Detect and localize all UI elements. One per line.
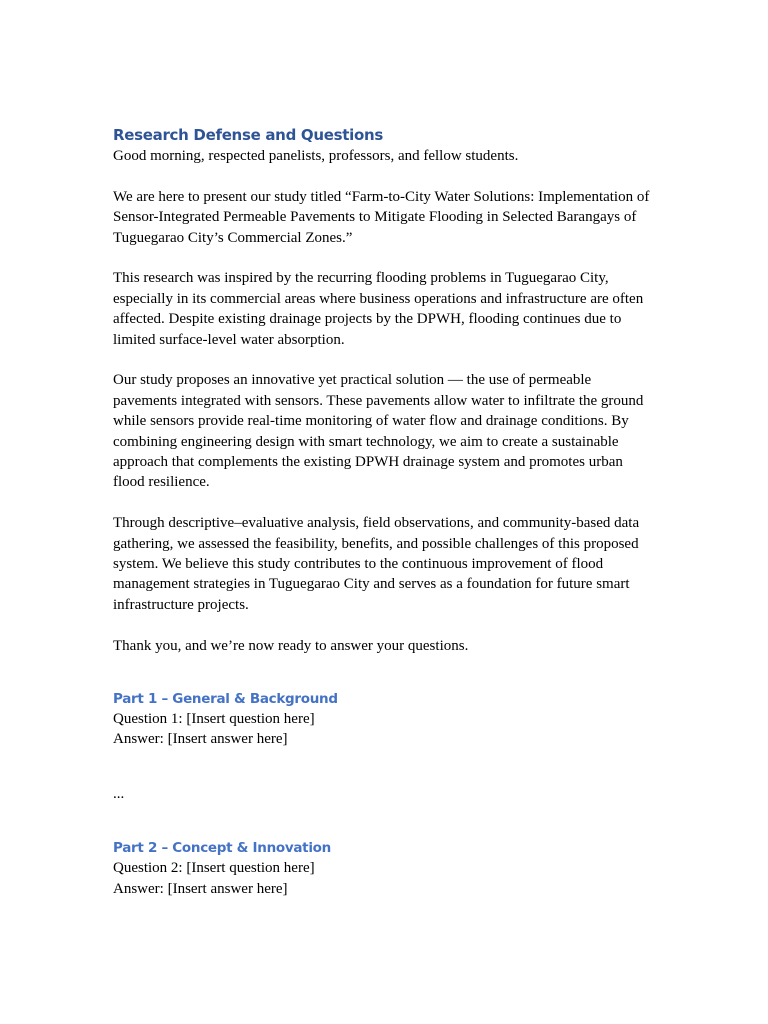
ellipsis-text: ... [113,785,125,802]
proposal-paragraph: Our study proposes an innovative yet practical solution — the use of permeable pavements integrated with sensors. These pavements allow water to infiltrate the ground while sensors provide real-time monitoring of water flow and drainage conditions. By combining engineering design with smart technology, we aim to create a sustainable approach that complements the existing DPWH drainage system and promotes urban flood resilience. [113,372,644,491]
part-1-heading: Part 1 – General & Background [113,691,338,708]
part-2-heading: Part 2 – Concept & Innovation [113,840,331,857]
greeting-paragraph: Good morning, respected panelists, professors, and fellow students. [113,148,519,164]
inspiration-paragraph: This research was inspired by the recurring flooding problems in Tuguegarao City, especially in its commercial areas where business operations and infrastructure are often affected. Despite existing drainage projects by the DPWH, flooding continues due to limited surface-level water absorption. [113,270,644,348]
study-title-paragraph: We are here to present our study titled “Farm-to-City Water Solutions: Implementation of Sensor-Integrated Permeable Pavements to Mitigate Flooding in Selected Barangays of Tuguegarao City’s Commercial Zones.” [113,188,650,246]
part-2-answer: Answer: [Insert answer here] [113,880,288,897]
part-2-question: Question 2: [Insert question here] [113,860,315,877]
document-page [113,124,658,899]
part-1-answer: Answer: [Insert answer here] [113,731,288,748]
methodology-paragraph: Through descriptive–evaluative analysis, field observations, and community-based data gathering, we assessed the feasibility, benefits, and possible challenges of this proposed system. We believe this study contributes to the continuous improvement of flood management strategies in Tuguegarao City and serves as a foundation for future smart infrastructure projects. [113,515,640,613]
document-title: Research Defense and Questions [113,126,383,144]
part-1-question: Question 1: [Insert question here] [113,711,315,728]
closing-paragraph: Thank you, and we’re now ready to answer your questions. [113,637,469,654]
